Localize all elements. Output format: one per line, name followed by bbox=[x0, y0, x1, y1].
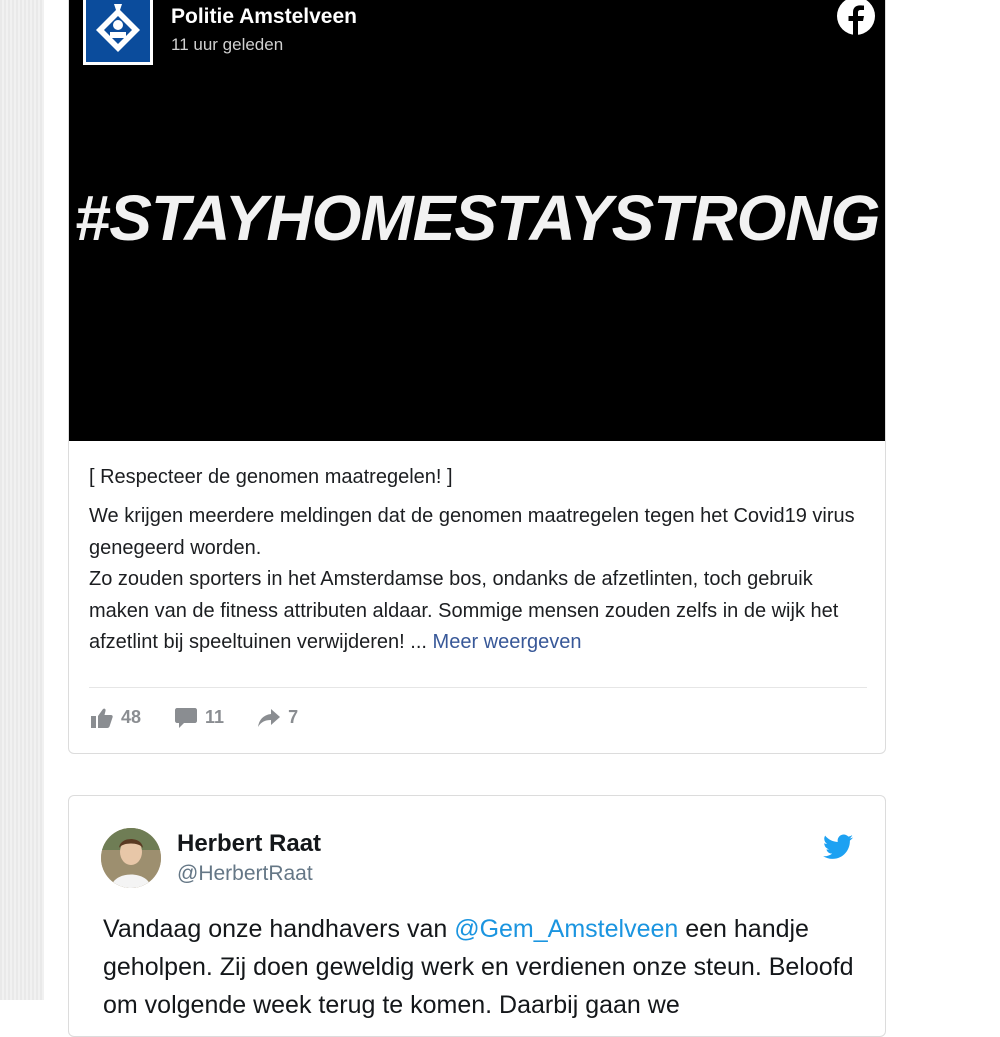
tweet-text bbox=[103, 910, 863, 1024]
comment-count: 11 bbox=[205, 707, 225, 727]
facebook-icon[interactable] bbox=[837, 0, 875, 35]
twitter-icon[interactable] bbox=[823, 834, 853, 865]
page-background-strip bbox=[0, 0, 44, 1000]
post-time[interactable]: 11 uur geleden bbox=[171, 35, 284, 54]
post-body bbox=[89, 466, 869, 659]
see-more-link[interactable]: Meer weergeven bbox=[432, 631, 582, 653]
tweet-author-handle[interactable]: @HerbertRaat bbox=[177, 862, 313, 885]
tweet-text-start: Vandaag onze handhavers van bbox=[103, 915, 455, 943]
avatar[interactable] bbox=[101, 828, 161, 888]
facebook-post-card bbox=[68, 0, 886, 754]
post-text-paragraph-2-content: Zo zouden sporters in het Amsterdamse bos, ondanks de afzetlinten, toch gebruik maken van de fitness attributen aldaar. Sommige mensen zouden zelfs in de wijk het afzetlint bij speeltuinen verwijderen! ... bbox=[89, 568, 839, 653]
share-count: 7 bbox=[288, 707, 299, 727]
page-name[interactable]: Politie Amstelveen bbox=[171, 5, 357, 28]
post-text-paragraph-2 bbox=[89, 564, 869, 659]
post-actions bbox=[91, 707, 332, 728]
share-button[interactable] bbox=[258, 707, 298, 728]
mention-link[interactable]: @Gem_Amstelveen bbox=[454, 915, 679, 943]
share-icon bbox=[258, 709, 280, 727]
like-button[interactable] bbox=[91, 707, 141, 728]
actions-divider bbox=[89, 687, 867, 688]
police-logo-icon[interactable] bbox=[83, 0, 153, 65]
post-image[interactable] bbox=[69, 0, 885, 441]
post-headline: [ Respecteer de genomen maatregelen! ] bbox=[89, 466, 453, 488]
image-hashtag-text: #STAYHOMESTAYSTRONG bbox=[74, 182, 880, 254]
tweet-text-end: een handje geholpen. Zij doen geweldig werk en verdienen onze steun. Beloofd om volgende week terug te komen. Daarbij gaan we bbox=[103, 915, 854, 1019]
comment-button[interactable] bbox=[175, 707, 224, 728]
tweet-card bbox=[68, 795, 886, 1037]
comment-icon bbox=[175, 708, 197, 728]
thumbs-up-icon bbox=[91, 708, 113, 728]
post-text-paragraph-1: We krijgen meerdere meldingen dat de genomen maatregelen tegen het Covid19 virus genegeerd worden. bbox=[89, 505, 855, 559]
like-count: 48 bbox=[121, 707, 142, 727]
tweet-author-name[interactable]: Herbert Raat bbox=[177, 830, 322, 857]
post-text bbox=[89, 501, 869, 659]
